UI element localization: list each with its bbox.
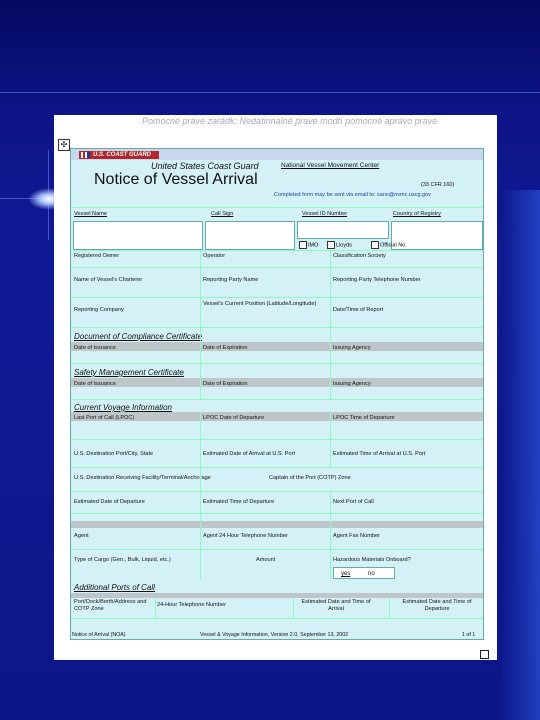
hazmat-no-option[interactable]: no xyxy=(368,571,375,577)
agent-phone-label: Agent 24 Hour Telephone Number xyxy=(203,533,288,539)
imo-checkbox[interactable] xyxy=(299,241,307,249)
lloyds-label: Lloyds xyxy=(336,242,352,249)
ghost-text: Pomocné prave zarádk: Nedatinnalné prave modtí pomocné apravo prave xyxy=(142,116,438,126)
imo-option[interactable] xyxy=(299,241,318,249)
call-sign-field[interactable] xyxy=(205,221,295,250)
ports-port-label: Port/Dock/Berth/Address and COTP Zone xyxy=(74,599,147,612)
lpoc-time-label: LPOC Time of Departure xyxy=(333,415,395,421)
official-no-checkbox[interactable] xyxy=(371,241,379,249)
doc-agency-label: Issuing Agency xyxy=(333,345,371,351)
class-society-label: Classification Society xyxy=(333,253,386,259)
reporting-company-label: Reporting Company xyxy=(74,307,124,313)
call-sign-label: Call Sign xyxy=(211,211,234,217)
country-label: Country of Registry xyxy=(393,211,441,217)
cotp-zone-label: Captain of the Port (COTP) Zone xyxy=(269,475,351,481)
reporting-phone-label: Reporting Party Telephone Number xyxy=(333,277,421,283)
ports-departure-label: Estimated Date and Time of Departure xyxy=(402,599,472,612)
footer-left: Notice of Arrival (NOA) xyxy=(72,632,126,638)
center-name: National Vessel Movement Center xyxy=(281,162,380,169)
vessel-position-label: Vessel's Current Position (Latitude/Longitude) xyxy=(203,301,317,307)
coast-guard-logo: U.S. COAST GUARD xyxy=(79,151,159,159)
header-band xyxy=(0,0,540,115)
noa-form xyxy=(70,148,484,640)
smc-issuance-label: Date of Issuance xyxy=(74,381,116,387)
ports-arrival-label: Estimated Date and Time of Arrival xyxy=(301,599,371,612)
last-port-label: Last Port of Call (LPOC) xyxy=(74,415,135,421)
charterer-label: Name of Vessel's Charterer xyxy=(74,277,143,283)
lloyds-option[interactable] xyxy=(327,241,352,249)
vessel-name-field[interactable] xyxy=(73,221,203,250)
smc-agency-label: Issuing Agency xyxy=(333,381,371,387)
section-divider xyxy=(71,342,483,351)
move-handle-icon[interactable]: ✣ xyxy=(58,139,70,151)
decorative-line xyxy=(0,92,540,93)
vessel-name-label: Vessel Name xyxy=(74,211,107,217)
est-date-departure-label: Estimated Date of Departure xyxy=(74,499,145,505)
official-no-option[interactable] xyxy=(371,241,407,249)
resize-handle-icon[interactable] xyxy=(480,650,489,659)
footer-page: 1 of 1 xyxy=(462,632,476,638)
section-divider xyxy=(71,593,483,598)
ports-phone-label: 24-Hour Telephone Number xyxy=(157,602,226,608)
est-time-departure-label: Estimated Time of Departure xyxy=(203,499,275,505)
cargo-type-label: Type of Cargo (Gen., Bulk, Liquid, etc.) xyxy=(74,557,171,563)
official-no-label: Official No. xyxy=(380,242,407,249)
lloyds-checkbox[interactable] xyxy=(327,241,335,249)
vessel-id-label: Vessel ID Number xyxy=(302,211,348,217)
hazmat-yes-option[interactable]: yes xyxy=(341,571,351,577)
us-facility-label: U.S. Destination Receiving Facility/Terminal/Anchorage xyxy=(74,475,211,481)
smc-expiration-label: Date of Expiration xyxy=(203,381,248,387)
form-title: Notice of Vessel Arrival xyxy=(94,171,258,188)
section-divider xyxy=(71,378,483,387)
est-time-arrival-label: Estimated Time of Arrival at U.S. Port xyxy=(333,451,426,457)
voyage-heading: Current Voyage Information xyxy=(74,403,172,412)
owner-label: Registered Owner xyxy=(74,253,120,259)
safety-mgmt-heading: Safety Management Certificate xyxy=(74,368,184,377)
instructions: Completed form may be sent via email to: sans@nvmc.uscg.gov xyxy=(274,192,431,198)
additional-ports-heading: Additional Ports of Call xyxy=(74,583,155,592)
decorative-band xyxy=(500,190,540,720)
doc-expiration-label: Date of Expiration xyxy=(203,345,248,351)
next-port-label: Next Port of Call xyxy=(333,499,374,505)
lpoc-date-label: LPOC Date of Departure xyxy=(203,415,265,421)
report-datetime-label: Date/Time of Report xyxy=(333,307,384,313)
agent-label: Agent xyxy=(74,533,89,539)
cfr-reference: (33 CFR 160) xyxy=(421,182,455,188)
us-dest-label: U.S. Destination Port/City, State xyxy=(74,451,154,457)
agent-fax-label: Agent Fax Number xyxy=(333,533,380,539)
agency-name: United States Coast Guard xyxy=(151,161,259,171)
form-header-bar xyxy=(71,149,483,160)
vessel-id-field[interactable] xyxy=(297,221,389,239)
reporting-party-label: Reporting Party Name xyxy=(203,277,259,283)
hazmat-label: Hazardous Materials Onboard? xyxy=(333,557,411,563)
footer-center: Vessel & Voyage Information, Version 2.0, September 13, 2002 xyxy=(200,632,349,638)
imo-label: IMO xyxy=(308,242,319,249)
doc-compliance-heading: Document of Compliance Certificate xyxy=(74,332,203,341)
est-date-arrival-label: Estimated Date of Arrival at U.S. Port xyxy=(203,451,296,457)
doc-issuance-label: Date of Issuance xyxy=(74,345,116,351)
amount-label: Amount xyxy=(256,557,276,563)
operator-label: Operator xyxy=(203,253,226,259)
section-divider xyxy=(71,521,483,528)
